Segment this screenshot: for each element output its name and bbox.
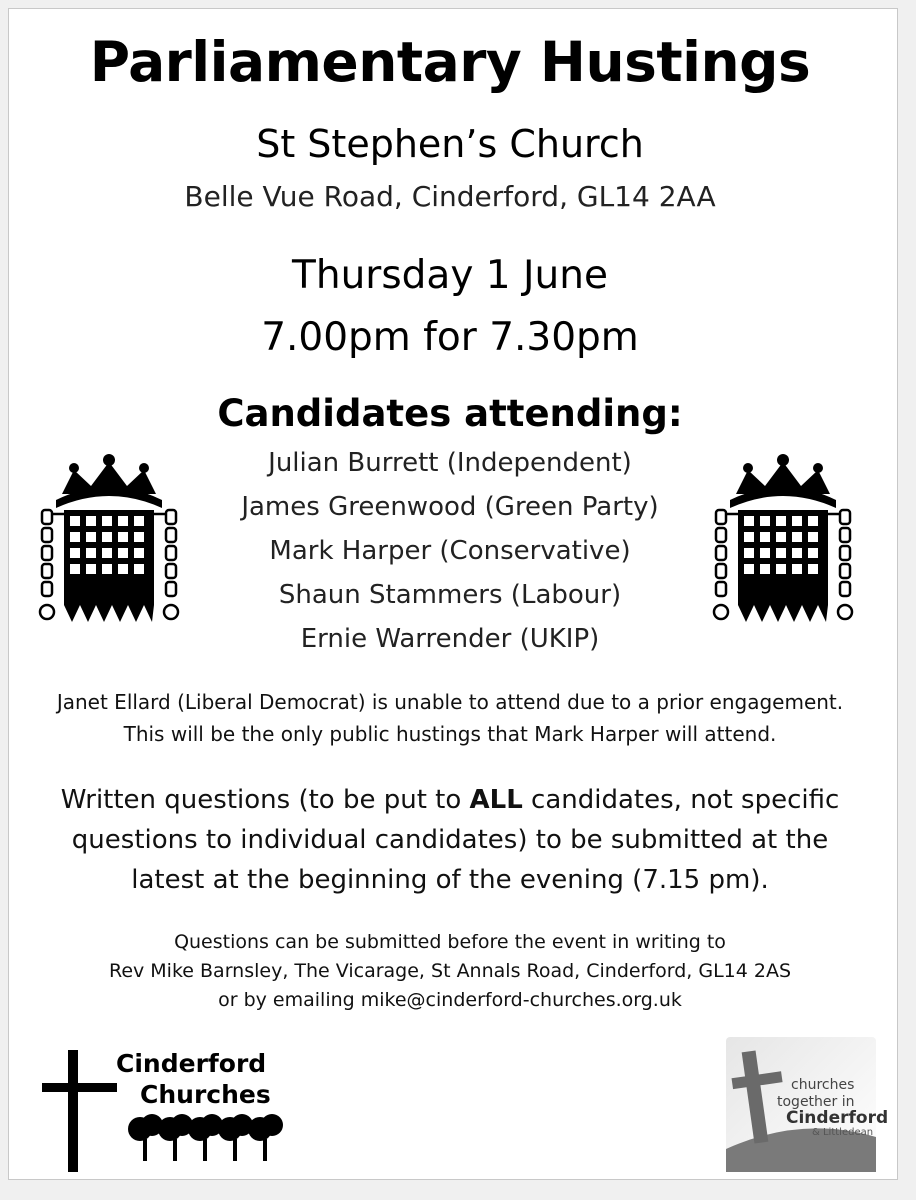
logo-text-churches: Churches [140,1080,271,1109]
written-line: latest at the beginning of the evening (7.15 pm). [131,865,769,895]
written-text: candidates, not specific [522,785,840,815]
logo-text: together in [777,1094,855,1110]
written-text: Written questions (to be put to [60,785,470,815]
portcullis-icon [708,452,858,637]
written-emphasis: ALL [469,785,523,815]
note-line: This will be the only public hustings that Mark Harper will attend. [123,722,777,746]
logo-text: churches [791,1077,855,1093]
portcullis-icon [34,452,184,637]
written-line [0,780,900,820]
submission-line: Rev Mike Barnsley, The Vicarage, St Annals Road, Cinderford, GL14 2AS [108,960,792,982]
logo-text-cinderford: Cinderford [116,1049,267,1078]
note-line: Janet Ellard (Liberal Democrat) is unable to attend due to a prior engagement. [56,690,844,714]
logo-text: & Littledean [812,1127,874,1138]
venue-name: St Stephen’s Church [256,122,644,166]
poster-title: Parliamentary Hustings [89,30,811,94]
venue-address: Belle Vue Road, Cinderford, GL14 2AA [184,180,716,213]
candidate-item: Ernie Warrender (UKIP) [300,624,600,654]
submission-line: or by emailing mike@cinderford-churches.org.uk [218,989,682,1011]
candidates-heading: Candidates attending: [217,392,683,435]
candidate-item: Mark Harper (Conservative) [269,536,631,566]
submission-line: Questions can be submitted before the event in writing to [174,931,726,953]
event-date: Thursday 1 June [292,253,608,298]
written-questions [0,780,900,900]
logo-text: Cinderford [786,1108,889,1128]
attendance-notes [0,686,900,750]
candidate-item: Shaun Stammers (Labour) [278,580,622,610]
cross-icon [42,1050,117,1172]
written-line: questions to individual candidates) to be submitted at the [71,825,829,855]
trees-icon [128,1114,283,1161]
submission-info [0,928,900,1015]
candidate-item: Julian Burrett (Independent) [268,448,632,478]
event-time: 7.00pm for 7.30pm [261,315,639,360]
candidate-item: James Greenwood (Green Party) [241,492,659,522]
